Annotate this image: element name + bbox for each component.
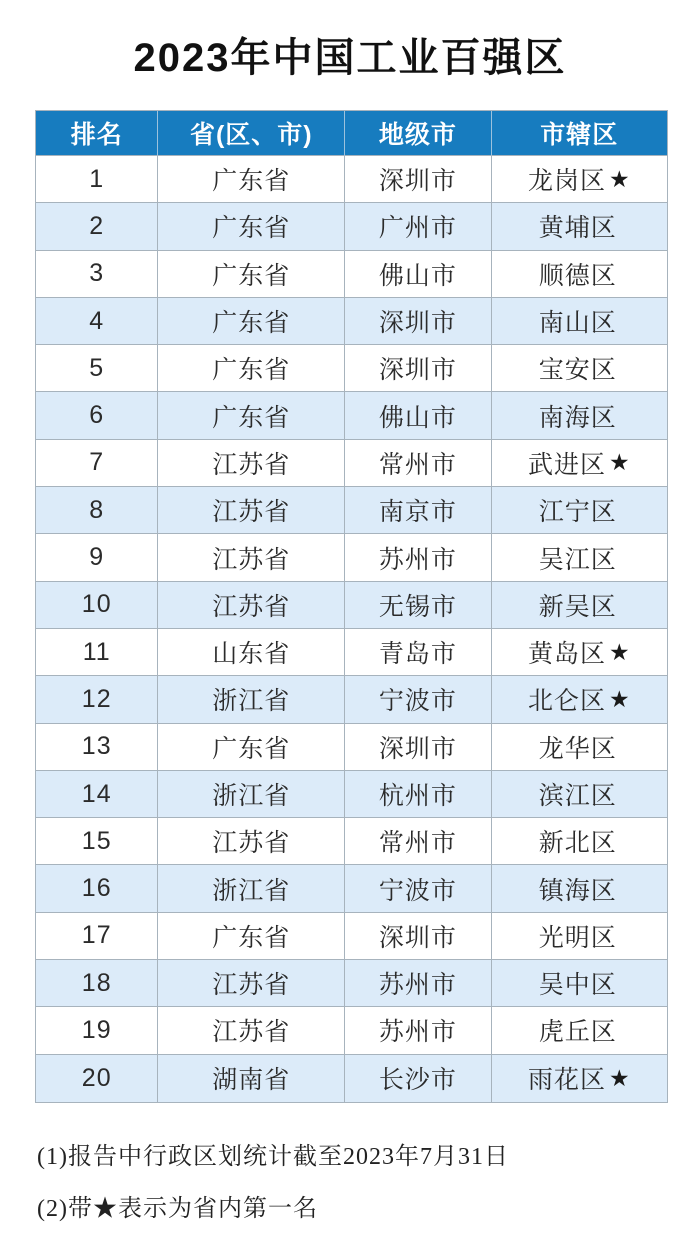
district-cell (492, 676, 667, 723)
district-cell (492, 582, 667, 629)
rank-cell: 10 (36, 582, 158, 629)
table-row (36, 203, 667, 250)
district-text: 黄岛区 (527, 640, 606, 669)
district-text: 黄埔区 (538, 214, 617, 243)
table-header-row (36, 111, 667, 156)
city-cell: 广州市 (345, 203, 491, 250)
province-cell: 广东省 (158, 345, 345, 392)
district-cell (492, 345, 667, 392)
district-text: 吴江区 (538, 545, 617, 574)
district-cell (492, 724, 667, 771)
city-cell: 深圳市 (345, 345, 491, 392)
city-cell: 青岛市 (345, 629, 491, 676)
column-header-district: 市辖区 (492, 111, 667, 156)
district-text: 南海区 (538, 403, 617, 432)
district-text: 龙华区 (538, 734, 617, 763)
footnote-1: (1)报告中行政区划统计截至2023年7月31日 (37, 1144, 509, 1170)
district-cell (492, 818, 667, 865)
district-text: 滨江区 (538, 782, 617, 810)
table-row (36, 960, 667, 1007)
city-cell: 常州市 (345, 440, 491, 487)
table-row (36, 298, 667, 345)
table-row (36, 582, 667, 629)
rank-cell: 8 (36, 487, 158, 534)
rank-cell: 5 (36, 345, 158, 392)
district-cell (492, 298, 667, 345)
district-cell (492, 487, 667, 534)
city-cell: 深圳市 (345, 298, 491, 345)
table-row (36, 676, 667, 723)
province-cell: 湖南省 (158, 1055, 345, 1102)
district-cell (492, 629, 667, 676)
district-cell (492, 440, 667, 487)
city-cell: 苏州市 (345, 534, 491, 581)
star-icon: ★ (608, 638, 631, 665)
city-cell: 深圳市 (345, 913, 491, 960)
rank-cell: 12 (36, 676, 158, 723)
district-text: 江宁区 (538, 498, 617, 527)
city-cell: 宁波市 (345, 676, 491, 723)
rank-cell: 15 (36, 818, 158, 865)
rank-cell: 16 (36, 865, 158, 912)
district-cell (492, 203, 667, 250)
district-cell (492, 913, 667, 960)
province-cell: 江苏省 (158, 487, 345, 534)
province-cell: 广东省 (158, 913, 345, 960)
city-cell: 深圳市 (345, 156, 491, 203)
footnote-2: (2)带★表示为省内第一名 (37, 1196, 318, 1222)
district-text: 新吴区 (538, 592, 617, 621)
table-row (36, 1055, 667, 1102)
rank-cell: 3 (36, 251, 158, 298)
district-text: 北仑区 (527, 687, 606, 716)
district-cell (492, 1007, 667, 1054)
footnotes (37, 1136, 509, 1240)
district-text: 虎丘区 (538, 1018, 617, 1047)
table-row (36, 913, 667, 960)
province-cell: 浙江省 (158, 771, 345, 818)
table-row (36, 629, 667, 676)
district-cell (492, 392, 667, 439)
column-header-city: 地级市 (345, 111, 491, 156)
city-cell: 杭州市 (345, 771, 491, 818)
city-cell: 无锡市 (345, 582, 491, 629)
page-title: 2023年中国工业百强区 (133, 36, 567, 80)
district-cell (492, 960, 667, 1007)
ranking-table (35, 110, 668, 1103)
province-cell: 江苏省 (158, 534, 345, 581)
district-cell (492, 251, 667, 298)
province-cell: 江苏省 (158, 818, 345, 865)
city-cell: 宁波市 (345, 865, 491, 912)
rank-cell: 7 (36, 440, 158, 487)
district-text: 光明区 (538, 923, 617, 952)
table-row (36, 251, 667, 298)
province-cell: 江苏省 (158, 440, 345, 487)
province-cell: 浙江省 (158, 865, 345, 912)
rank-cell: 14 (36, 771, 158, 818)
rank-cell: 13 (36, 724, 158, 771)
table-row (36, 487, 667, 534)
district-text: 宝安区 (538, 356, 617, 385)
rank-cell: 9 (36, 534, 158, 581)
column-header-rank: 排名 (36, 111, 158, 156)
table-row (36, 534, 667, 581)
rank-cell: 2 (36, 203, 158, 250)
table-row (36, 818, 667, 865)
district-text: 新北区 (538, 829, 617, 858)
rank-cell: 11 (36, 629, 158, 676)
city-cell: 南京市 (345, 487, 491, 534)
city-cell: 长沙市 (345, 1055, 491, 1102)
city-cell: 深圳市 (345, 724, 491, 771)
city-cell: 佛山市 (345, 392, 491, 439)
table-row (36, 392, 667, 439)
star-icon: ★ (608, 1064, 631, 1091)
province-cell: 江苏省 (158, 960, 345, 1007)
district-cell (492, 534, 667, 581)
table-row (36, 440, 667, 487)
rank-cell: 20 (36, 1055, 158, 1102)
table-row (36, 865, 667, 912)
rank-cell: 1 (36, 156, 158, 203)
rank-cell: 17 (36, 913, 158, 960)
district-text: 雨花区 (527, 1066, 606, 1095)
table-row (36, 724, 667, 771)
city-cell: 苏州市 (345, 1007, 491, 1054)
district-cell (492, 156, 667, 203)
province-cell: 江苏省 (158, 1007, 345, 1054)
city-cell: 苏州市 (345, 960, 491, 1007)
rank-cell: 6 (36, 392, 158, 439)
district-text: 顺德区 (538, 261, 617, 290)
city-cell: 佛山市 (345, 251, 491, 298)
province-cell: 广东省 (158, 203, 345, 250)
table-row (36, 1007, 667, 1054)
province-cell: 广东省 (158, 392, 345, 439)
province-cell: 江苏省 (158, 582, 345, 629)
district-cell (492, 1055, 667, 1102)
table-row (36, 156, 667, 203)
column-header-province: 省(区、市) (158, 111, 345, 156)
district-text: 南山区 (538, 309, 617, 338)
district-cell (492, 865, 667, 912)
star-icon: ★ (608, 165, 631, 192)
star-icon: ★ (608, 449, 631, 476)
star-icon: ★ (608, 685, 631, 712)
province-cell: 广东省 (158, 298, 345, 345)
district-text: 武进区 (527, 450, 606, 479)
table-row (36, 345, 667, 392)
table-row (36, 771, 667, 818)
province-cell: 广东省 (158, 724, 345, 771)
district-text: 龙岗区 (527, 167, 606, 196)
province-cell: 浙江省 (158, 676, 345, 723)
district-text: 吴中区 (538, 971, 617, 1000)
district-cell (492, 771, 667, 818)
province-cell: 山东省 (158, 629, 345, 676)
rank-cell: 4 (36, 298, 158, 345)
rank-cell: 19 (36, 1007, 158, 1054)
province-cell: 广东省 (158, 156, 345, 203)
district-text: 镇海区 (538, 876, 617, 905)
rank-cell: 18 (36, 960, 158, 1007)
province-cell: 广东省 (158, 251, 345, 298)
city-cell: 常州市 (345, 818, 491, 865)
